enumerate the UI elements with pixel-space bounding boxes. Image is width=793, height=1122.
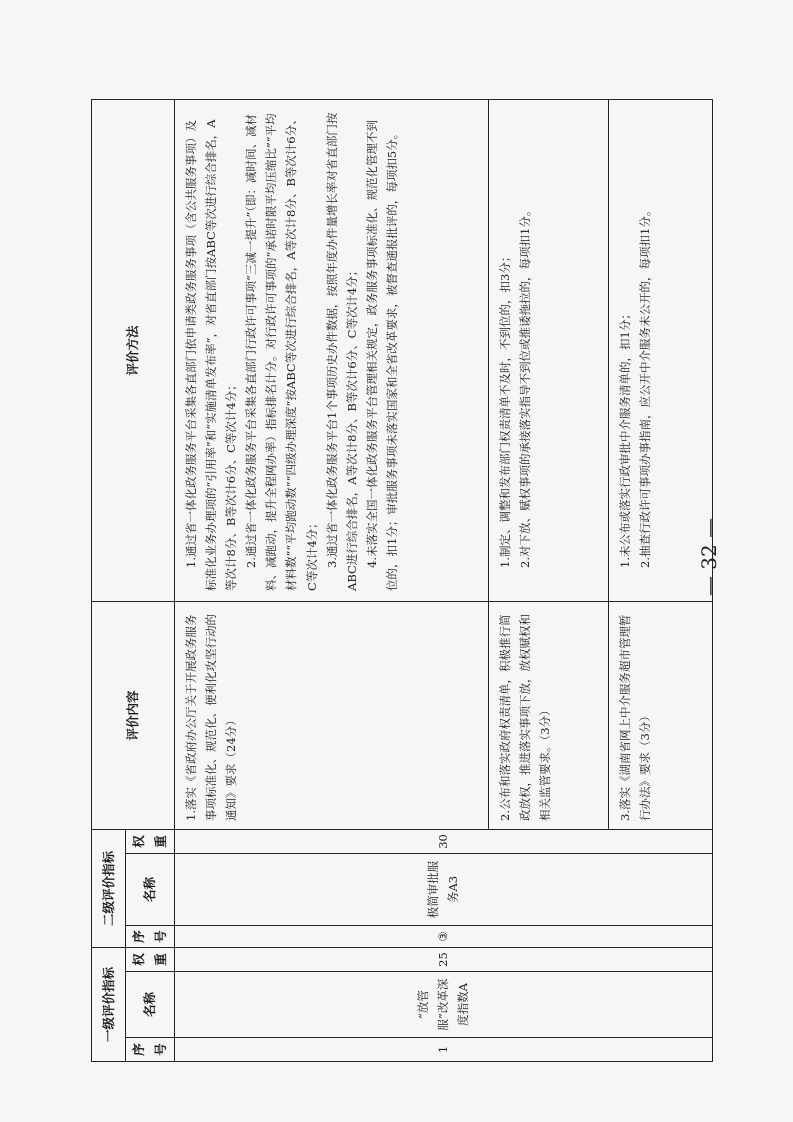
- evaluation-table-sheet: [91, 100, 697, 1062]
- level1-name-header: 名称: [126, 972, 175, 1038]
- method-item: 2.对下放、赋权事项的承接落实指导不到位或推诿拖拉的，每项扣1分。: [517, 204, 532, 568]
- level2-name-cell: 极简审批服务A3: [174, 853, 712, 925]
- method-item: 1.通过省一体化政务服务平台采集各直部门依申请类政务服务事项（含公共服务事项）及标准化业务办理项的“引用率”和“实施清单发布率”，对省直部门按ABC等次进行综合排名，A等次计8分、B等次计6分、C等次计4分；: [183, 119, 238, 591]
- method-item: 2.抽查行政许可事项办事指南，应公开中介服务未公开的，每项扣1分。: [637, 204, 652, 568]
- method-item: 3.通过省一体化政务服务平台1个事项历史办件数据，按照年度办件量增长率对省直部门按ABC进行综合排名，A等次计8分、B等次计6分、C等次计4分；: [324, 112, 359, 591]
- level2-header: 二级评价指标: [92, 829, 126, 947]
- level2-seq-cell: ③: [174, 925, 712, 947]
- method-item: 1.制定、调整和发布部门权责清单不及时，不到位的，扣3分；: [497, 250, 512, 568]
- method-header: 评价方法: [92, 99, 175, 601]
- level2-name-header: 名称: [126, 853, 175, 925]
- table-row: [174, 99, 488, 1061]
- method-item: 4.未落实全国一体化政务服务平台管理相关规定，政务服务事项标准化、规范化管理不到位的，扣1分；审批服务事项未落实国家和全省改革要求，被督查通报批评的，每项扣5分。: [364, 120, 399, 591]
- level2-weight-cell: 30: [174, 829, 712, 853]
- method-item: 1.未公布或落实行政审批中介服务清单的，扣1分；: [617, 308, 632, 568]
- method-item: 2.通过省一体化政务服务平台采集各直部门行政许可事项“三减一提升”（即：减时间、减材料、减跑动，提升全程网办率）指标排名计分。对行政许可事项的“承诺时限平均压缩比”“平均材料数”“平均跑动数”“四级办理深度”按ABC等次进行综合排名，A等次计8分、B等次计6分、C等次计4分；: [244, 113, 319, 591]
- content-cell-2: 2.公布和落实政府权责清单，积极推行简政放权，推进落实事项下放，放权赋权和相关监管要求。（3分）: [488, 601, 608, 829]
- content-cell-1: 1.落实《省政府办公厅关于开展政务服务事项标准化、规范化、便利化攻坚行动的通知》要求（24分）: [174, 601, 488, 829]
- level1-seq-cell: 1: [174, 1038, 712, 1062]
- level1-weight-cell: 25: [174, 947, 712, 971]
- method-cell-1: [174, 99, 488, 601]
- level2-seq-header: 序号: [126, 925, 175, 947]
- level1-header: 一级评价指标: [92, 947, 126, 1061]
- level1-name-cell: “放管服”改革深度指数A: [174, 972, 712, 1038]
- level1-weight-header: 权重: [126, 947, 175, 971]
- page-number: — 32 —: [697, 517, 722, 597]
- content-header: 评价内容: [92, 601, 175, 829]
- method-cell-2: [488, 99, 608, 601]
- content-cell-3: 3.落实《湖南省网上中介服务超市管理暂行办法》要求（3分）: [608, 601, 712, 829]
- header-row-1: [92, 99, 126, 1061]
- evaluation-table: [91, 99, 713, 1062]
- level1-seq-header: 序号: [126, 1038, 175, 1062]
- level2-weight-header: 权重: [126, 829, 175, 853]
